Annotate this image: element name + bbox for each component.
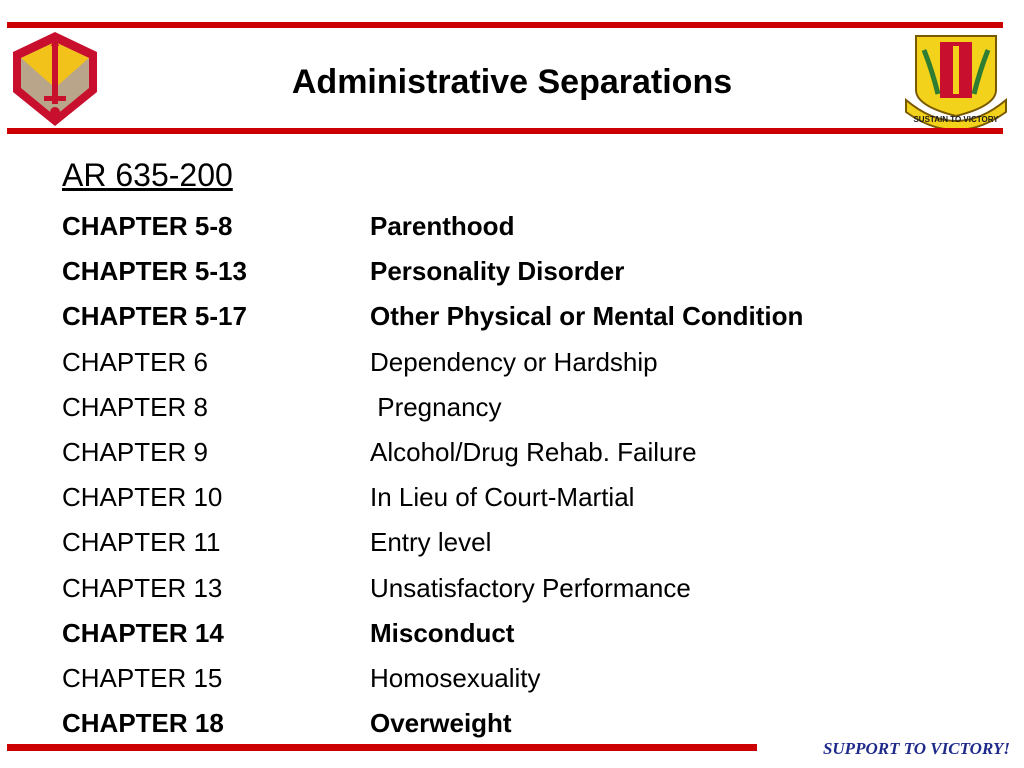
chapter-description: In Lieu of Court-Martial <box>370 482 635 513</box>
chapter-code: CHAPTER 6 <box>62 346 208 377</box>
chapter-row <box>62 520 962 565</box>
footer-slogan: SUPPORT TO VICTORY! <box>822 739 1010 758</box>
chapter-code: CHAPTER 18 <box>62 708 224 739</box>
chapter-code: CHAPTER 5-17 <box>62 301 247 332</box>
chapter-row <box>62 611 962 656</box>
chapter-code: CHAPTER 5-13 <box>62 256 247 287</box>
chapter-description: Dependency or Hardship <box>370 346 658 377</box>
chapter-description: Unsatisfactory Performance <box>370 572 691 603</box>
chapter-description: Personality Disorder <box>370 256 625 287</box>
distinctive-unit-insignia-icon <box>902 30 1010 134</box>
title-underline-rule <box>7 128 1003 134</box>
chapter-description: Other Physical or Mental Condition <box>370 301 804 332</box>
chapter-row <box>62 204 962 249</box>
bottom-rule <box>7 744 757 751</box>
chapter-description: Homosexuality <box>370 662 541 693</box>
chapter-code: CHAPTER 11 <box>62 527 221 558</box>
chapter-row <box>62 294 962 339</box>
chapter-row <box>62 430 962 475</box>
chapter-row <box>62 475 962 520</box>
chapter-description: Pregnancy <box>370 391 502 422</box>
chapter-code: CHAPTER 8 <box>62 391 208 422</box>
regulation-heading: AR 635-200 <box>62 157 233 193</box>
chapter-row <box>62 566 962 611</box>
insignia-motto: SUSTAIN TO VICTORY <box>913 115 999 124</box>
chapter-description: Alcohol/Drug Rehab. Failure <box>370 436 697 467</box>
chapter-code: CHAPTER 13 <box>62 572 223 603</box>
chapter-code: CHAPTER 14 <box>62 617 224 648</box>
chapter-row <box>62 249 962 294</box>
chapter-code: CHAPTER 10 <box>62 482 223 513</box>
chapter-description: Overweight <box>370 708 512 739</box>
top-rule <box>7 22 1003 28</box>
chapter-description: Entry level <box>370 527 492 558</box>
chapter-description: Misconduct <box>370 617 515 648</box>
chapter-row <box>62 385 962 430</box>
chapter-code: CHAPTER 5-8 <box>62 211 233 241</box>
chapter-row <box>62 340 962 385</box>
chapter-list <box>62 204 962 746</box>
chapter-description: Parenthood <box>370 211 515 241</box>
chapter-code: CHAPTER 15 <box>62 662 223 693</box>
chapter-code: CHAPTER 9 <box>62 436 208 467</box>
page-title: Administrative Separations <box>291 63 733 101</box>
chapter-row <box>62 656 962 701</box>
